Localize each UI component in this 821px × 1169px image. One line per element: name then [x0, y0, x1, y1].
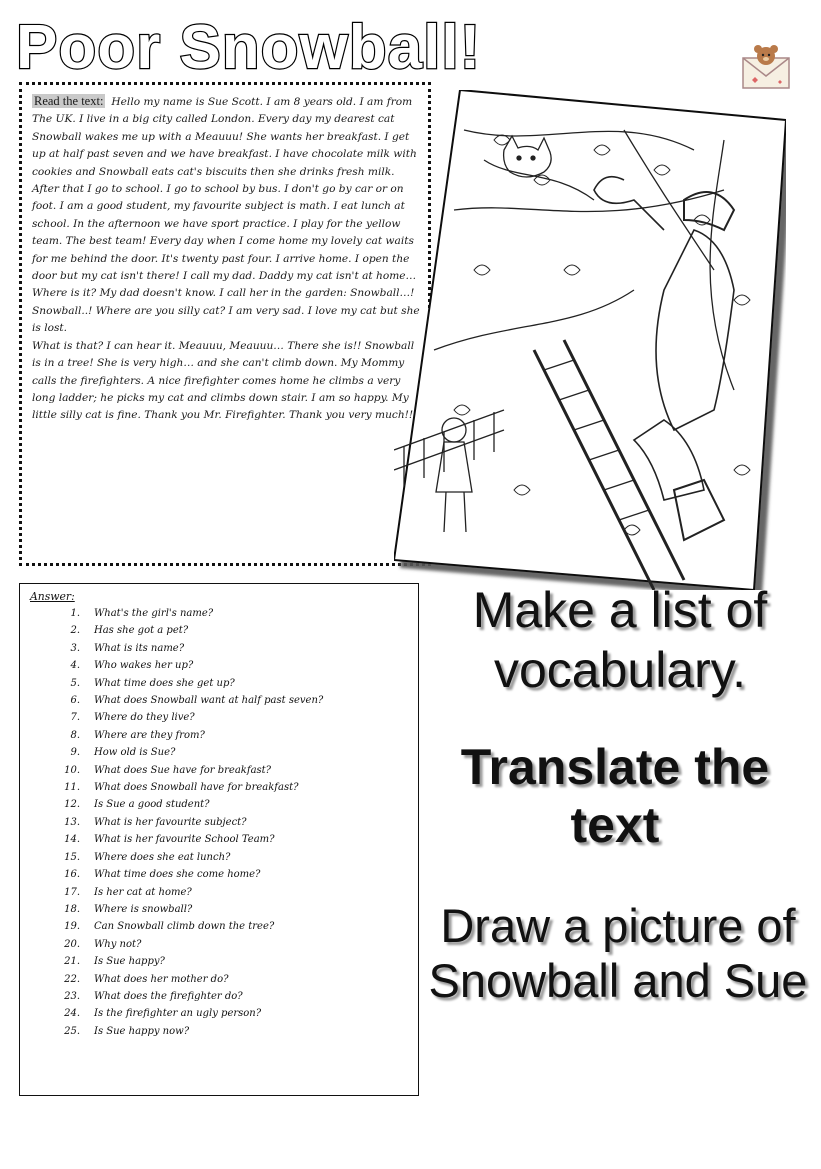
question-text: What does the firefighter do? [94, 990, 243, 1002]
task-translate-text: Translate the text [460, 739, 770, 853]
question-number: 5. [70, 677, 80, 689]
question-text: Is the firefighter an ugly person? [94, 1008, 262, 1020]
envelope-with-teddy-bear-icon [740, 42, 792, 94]
question-text: What is its name? [94, 642, 185, 654]
question-text: What time does she come home? [94, 869, 261, 881]
question-list [30, 605, 408, 1040]
question-number: 19. [64, 921, 80, 933]
question-number: 11. [64, 782, 80, 794]
question-item [30, 918, 408, 935]
answer-title: Answer: [30, 590, 75, 603]
question-item [30, 814, 408, 831]
question-number: 13. [64, 816, 80, 828]
question-number: 10. [64, 764, 80, 776]
question-number: 9. [70, 747, 80, 759]
question-number: 24. [64, 1008, 80, 1020]
question-text: Who wakes her up? [94, 660, 194, 672]
question-item [30, 675, 408, 692]
questions-box [19, 583, 419, 1096]
question-text: What is her favourite School Team? [94, 834, 275, 846]
question-item [30, 727, 408, 744]
question-text: Where does she eat lunch? [94, 851, 231, 863]
question-number: 20. [64, 938, 80, 950]
question-number: 14. [64, 834, 80, 846]
question-item [30, 779, 408, 796]
question-number: 16. [64, 869, 80, 881]
question-text: How old is Sue? [94, 747, 176, 759]
question-number: 2. [70, 625, 80, 637]
question-text: Is Sue a good student? [94, 799, 210, 811]
question-item [30, 831, 408, 848]
question-item [30, 1005, 408, 1022]
question-item [30, 901, 408, 918]
question-item [30, 884, 408, 901]
question-item [30, 657, 408, 674]
question-item [30, 1023, 408, 1040]
story-text: Hello my name is Sue Scott. I am 8 years old. I am from The UK. I live in a big city called London. Every day my dearest cat Snowball wakes me up with a Meauuu! She wants her breakfast. I get up at half past seven and we have breakfast. I have chocolate milk with cookies and Snowball eats cat's biscuits then she drinks fresh milk. After that I go to school. I go to school by bus. I don't go by car or on foot. I am a good student, my favourite subject is math. I eat lunch at school. In the afternoon we have sport practice. I play for the yellow team. The best team! Every day when I come home my lovely cat waits for me behind the door. It's twenty past four. I arrive home. I open the door but my cat isn't there! I call my dad. Daddy my cat isn't at home… Where is it? My dad doesn't know. I call her in the garden: Snowball…! Snowball..! Where are you silly cat? I am very sad. I love my cat but she is lost. What is that? I can hear it. Meauuu, Meauuu… There she is!! Snowball is in a tree! She is very high… and she can't climb down. My Mommy calls the firefighters. A nice firefighter comes home he climbs a very long ladder; he picks my cat and climbs down stair. I am so happy. My little silly cat is fine. Thank you Mr. Firefighter. Thank you very much!! [32, 96, 420, 422]
question-number: 3. [70, 642, 80, 654]
question-text: Where do they live? [94, 712, 195, 724]
question-item [30, 744, 408, 761]
question-number: 8. [70, 729, 80, 741]
question-number: 12. [64, 799, 80, 811]
question-number: 25. [64, 1025, 80, 1037]
question-number: 15. [64, 851, 80, 863]
title-text: Poor Snowball! [16, 13, 482, 76]
question-text: Where is snowball? [94, 903, 193, 915]
question-item [30, 988, 408, 1005]
question-number: 22. [64, 973, 80, 985]
question-number: 17. [64, 886, 80, 898]
reading-paragraph [32, 93, 420, 425]
question-text: What does Snowball have for breakfast? [94, 782, 299, 794]
question-text: Has she got a pet? [94, 625, 189, 637]
question-number: 4. [70, 660, 80, 672]
question-text: Why not? [94, 938, 142, 950]
question-text: Is Sue happy? [94, 956, 165, 968]
question-text: Where are they from? [94, 729, 205, 741]
reading-text-box [19, 82, 431, 566]
question-item [30, 709, 408, 726]
question-item [30, 953, 408, 970]
question-text: What does her mother do? [94, 973, 229, 985]
read-the-text-label: Read the text: [34, 94, 104, 108]
task-draw-picture: Draw a picture of Snowball and Sue [428, 899, 808, 1007]
question-item [30, 866, 408, 883]
question-item [30, 971, 408, 988]
question-item [30, 762, 408, 779]
firefighter-rescue-illustration [394, 90, 786, 590]
question-item [30, 605, 408, 622]
question-item [30, 849, 408, 866]
question-item [30, 622, 408, 639]
task-make-vocabulary-list: Make a list of vocabulary. [472, 582, 768, 698]
question-item [30, 640, 408, 657]
question-text: What does Sue have for breakfast? [94, 764, 272, 776]
question-text: What time does she get up? [94, 677, 235, 689]
question-number: 18. [64, 903, 80, 915]
question-text: Is her cat at home? [94, 886, 192, 898]
question-item [30, 936, 408, 953]
question-item [30, 692, 408, 709]
question-number: 21. [64, 956, 80, 968]
question-item [30, 796, 408, 813]
question-text: What's the girl's name? [94, 608, 214, 619]
question-number: 23. [64, 990, 80, 1002]
question-number: 6. [70, 695, 80, 707]
question-text: Can Snowball climb down the tree? [94, 921, 275, 933]
question-number: 1. [70, 608, 80, 619]
question-text: What is her favourite subject? [94, 816, 247, 828]
question-text: What does Snowball want at half past seven? [94, 695, 324, 707]
question-number: 7. [70, 712, 80, 724]
question-text: Is Sue happy now? [94, 1025, 190, 1037]
worksheet-title [14, 10, 524, 76]
